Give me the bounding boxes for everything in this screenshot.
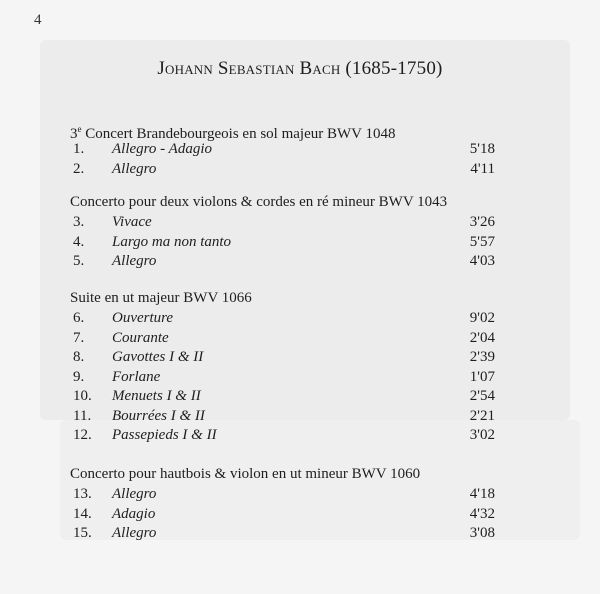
track-duration: 9'02 [469, 310, 495, 326]
track-duration: 3'08 [469, 525, 495, 541]
track-title: Allegro [112, 486, 157, 502]
track-duration: 4'18 [469, 486, 495, 502]
track-row [70, 309, 500, 329]
track-title: Adagio [112, 505, 156, 522]
work-section [70, 288, 500, 446]
track-title: Passepieds I & II [112, 427, 217, 443]
work-heading-ordinal-suffix: e [77, 124, 82, 134]
track-duration: 2'54 [469, 388, 495, 404]
page-number: 4 [34, 12, 42, 28]
track-title: Courante [112, 329, 169, 346]
track-duration: 3'26 [469, 214, 495, 230]
track-title: Largo ma non tanto [112, 233, 232, 250]
track-number: 4. [73, 233, 85, 250]
track-row [70, 233, 500, 253]
track-number: 13. [73, 486, 92, 502]
track-row [70, 505, 500, 525]
work-heading: Concerto pour hautbois & violon en ut mineur BWV 1060 [70, 466, 421, 482]
track-row [70, 368, 500, 388]
track-number: 14. [73, 505, 92, 522]
track-row [70, 387, 500, 407]
track-title: Allegro [112, 253, 157, 269]
track-number: 2. [73, 160, 85, 177]
track-number: 6. [73, 310, 85, 326]
track-duration: 2'04 [469, 329, 495, 346]
track-row [70, 329, 500, 349]
track-number: 7. [73, 329, 85, 346]
track-row [70, 252, 500, 272]
track-number: 8. [73, 349, 85, 365]
track-title: Ouverture [112, 310, 174, 326]
track-duration: 4'11 [470, 160, 495, 177]
track-duration: 5'57 [469, 233, 495, 250]
track-number: 1. [73, 141, 85, 157]
track-number: 9. [73, 368, 85, 385]
page-title: Johann Sebastian Bach (1685-1750) [157, 58, 443, 79]
track-title: Allegro [112, 525, 157, 541]
track-duration: 5'18 [469, 141, 495, 157]
work-heading-ordinal: 3 [70, 126, 78, 142]
track-title: Menuets I & II [112, 388, 201, 404]
track-title: Vivace [112, 214, 152, 230]
track-number: 15. [73, 525, 92, 541]
track-number: 10. [73, 388, 92, 404]
track-duration: 3'02 [469, 427, 495, 443]
track-number: 12. [73, 427, 92, 443]
work-section [70, 464, 500, 544]
track-title: Forlane [112, 368, 161, 385]
track-title: Allegro [112, 160, 157, 177]
work-heading-text: Concert Brandebourgeois en sol majeur BWV 1048 [81, 126, 396, 142]
work-section [70, 119, 500, 179]
track-title: Gavottes I & II [112, 349, 204, 365]
track-row [70, 485, 500, 505]
track-row [70, 348, 500, 368]
track-duration: 2'39 [469, 349, 495, 365]
work-heading: Concerto pour deux violons & cordes en ré mineur BWV 1043 [70, 194, 448, 210]
track-duration: 1'07 [469, 368, 495, 385]
work-heading [70, 119, 500, 140]
track-duration: 4'32 [469, 505, 495, 522]
track-duration: 4'03 [469, 253, 495, 269]
track-row [70, 426, 500, 446]
track-row [70, 160, 500, 180]
track-row [70, 140, 500, 160]
track-row [70, 407, 500, 427]
track-number: 5. [73, 253, 85, 269]
track-duration: 2'21 [469, 407, 495, 424]
track-title: Bourrées I & II [112, 407, 205, 424]
track-number: 11. [73, 407, 92, 424]
track-title: Allegro - Adagio [112, 141, 212, 157]
work-section [70, 192, 500, 272]
track-row [70, 524, 500, 544]
track-row [70, 213, 500, 233]
track-number: 3. [73, 214, 85, 230]
work-heading: Suite en ut majeur BWV 1066 [70, 290, 252, 306]
